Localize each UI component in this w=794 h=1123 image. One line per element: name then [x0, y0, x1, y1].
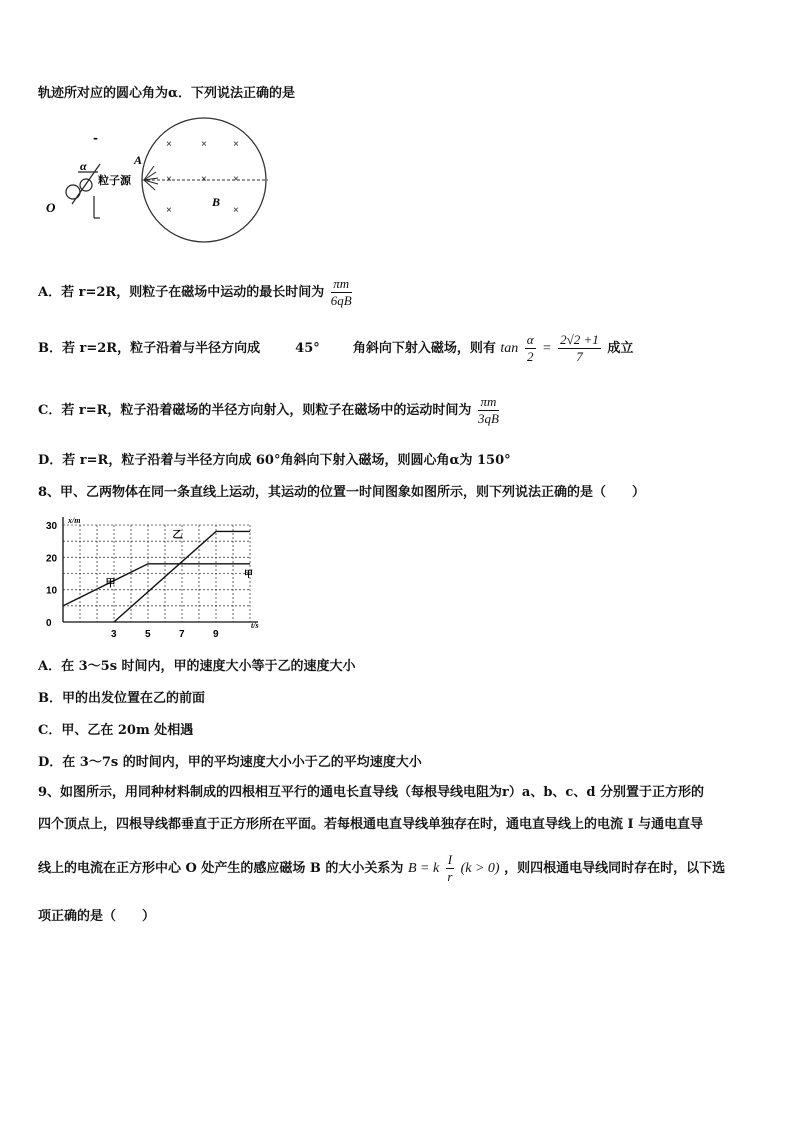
question-9-line3-pre: 线上的电流在正方形中心 O 处产生的感应磁场 B 的大小关系为 — [38, 861, 404, 876]
option-7B: B．若 r=2R，粒子沿着与半径方向成 45° 角斜向下射入磁场，则有 tan $\frac{\alpha}{2}$ = $\frac{2√2 +1}{7}$ 成立 — [38, 332, 634, 364]
y-tick-label: 10 — [46, 585, 58, 597]
option-7A — [38, 276, 354, 309]
x-tick-label: 7 — [179, 629, 185, 640]
fraction — [478, 394, 499, 427]
cross-mark: × — [233, 174, 239, 185]
y-axis-label: x/m — [68, 516, 81, 525]
tan-function: tan — [500, 341, 519, 356]
cross-mark: × — [233, 205, 239, 216]
cross-mark: × — [166, 174, 172, 185]
fraction — [331, 276, 352, 309]
fraction-numerator: πm — [331, 276, 352, 293]
cross-mark: × — [233, 139, 239, 150]
fraction-denominator: r — [447, 869, 453, 884]
option-8A: A．在 3～5s 时间内，甲的速度大小等于乙的速度大小 — [38, 659, 356, 674]
fraction — [525, 332, 536, 365]
question-8-stem: 8、甲、乙两物体在同一条直线上运动，其运动的位置一时间图象如图所示，则下列说法正确的是（ ） — [38, 485, 646, 500]
label-A: A — [134, 153, 143, 167]
cross-mark: × — [201, 174, 207, 185]
x-tick-label: 3 — [111, 629, 117, 640]
x-tick-label: 5 — [145, 629, 151, 640]
fraction-denominator: 3qB — [477, 411, 499, 426]
intro-text: 轨迹所对应的圆心角为α．下列说法正确的是 — [38, 86, 296, 101]
option-7D: D．若 r=R，粒子沿着与半径方向成 60°角斜向下射入磁场，则圆心角α为 150° — [38, 453, 511, 468]
y-tick-label: 0 — [46, 618, 52, 629]
label-source: 粒子源 — [98, 174, 131, 187]
option-8D: D．在 3～7s 的时间内，甲的平均速度大小小于乙的平均速度大小 — [38, 755, 422, 770]
fraction-denominator: 7 — [576, 349, 583, 364]
fraction-denominator: 6qB — [330, 293, 352, 308]
option-7B-angle: 45° — [295, 341, 320, 356]
option-8C: C．甲、乙在 20m 处相遇 — [38, 723, 194, 738]
question-9-line3 — [38, 852, 725, 885]
fraction-numerator: I — [447, 852, 453, 867]
series-label: 甲 — [105, 578, 116, 590]
y-tick-label: 30 — [46, 521, 58, 532]
formula-lhs: B = k — [407, 861, 440, 876]
option-7B-mid: 角斜向下射入磁场，则有 — [352, 341, 496, 356]
option-7B-text: B．若 r=2R，粒子沿着与半径方向成 — [38, 341, 261, 356]
fraction — [446, 852, 454, 885]
fraction — [558, 332, 601, 365]
label-alpha: α — [80, 159, 87, 173]
option-7C-text: C．若 r=R，粒子沿着磁场的半径方向射入，则粒子在磁场中的运动时间为 — [38, 403, 472, 418]
question-9-line4: 项正确的是（ ） — [38, 909, 156, 924]
minus-sign: - — [93, 131, 98, 145]
fraction-numerator: πm — [478, 394, 499, 411]
formula-rhs: (k > 0) — [460, 861, 500, 876]
series-label: 乙 — [172, 529, 183, 541]
fraction-denominator: 2 — [526, 349, 534, 364]
label-O: O — [46, 200, 56, 215]
option-7C — [38, 394, 501, 427]
fraction-numerator: 2√2 +1 — [560, 332, 599, 347]
series-end-label: 甲 — [244, 570, 254, 581]
magnetic-field-figure — [38, 112, 278, 252]
cross-mark: × — [201, 139, 207, 150]
cross-mark: × — [166, 139, 172, 150]
question-9-line2: 四个顶点上，四根导线都垂直于正方形所在平面。若每根通电直导线单独存在时，通电直导线上的电流 I 与通电直导 — [38, 817, 704, 832]
label-B: B — [212, 195, 221, 209]
y-tick-label: 20 — [46, 553, 58, 565]
option-7B-post: 成立 — [607, 341, 634, 356]
question-9-line3-post: ，则四根通电导线同时存在时，以下选 — [504, 861, 726, 876]
question-9-line1: 9、如图所示，用同种材料制成的四根相互平行的通电长直导线（每根导线电阻为r）a、b、c、d 分别置于正方形的 — [38, 785, 704, 800]
option-8B: B．甲的出发位置在乙的前面 — [38, 691, 205, 706]
x-tick-label: 9 — [213, 629, 219, 640]
position-time-chart — [38, 515, 266, 643]
cross-mark: × — [166, 205, 172, 216]
option-7A-text: A．若 r=2R，则粒子在磁场中运动的最长时间为 — [38, 285, 325, 300]
fraction-numerator: α — [526, 332, 534, 347]
x-axis-label: t/s — [251, 621, 259, 630]
